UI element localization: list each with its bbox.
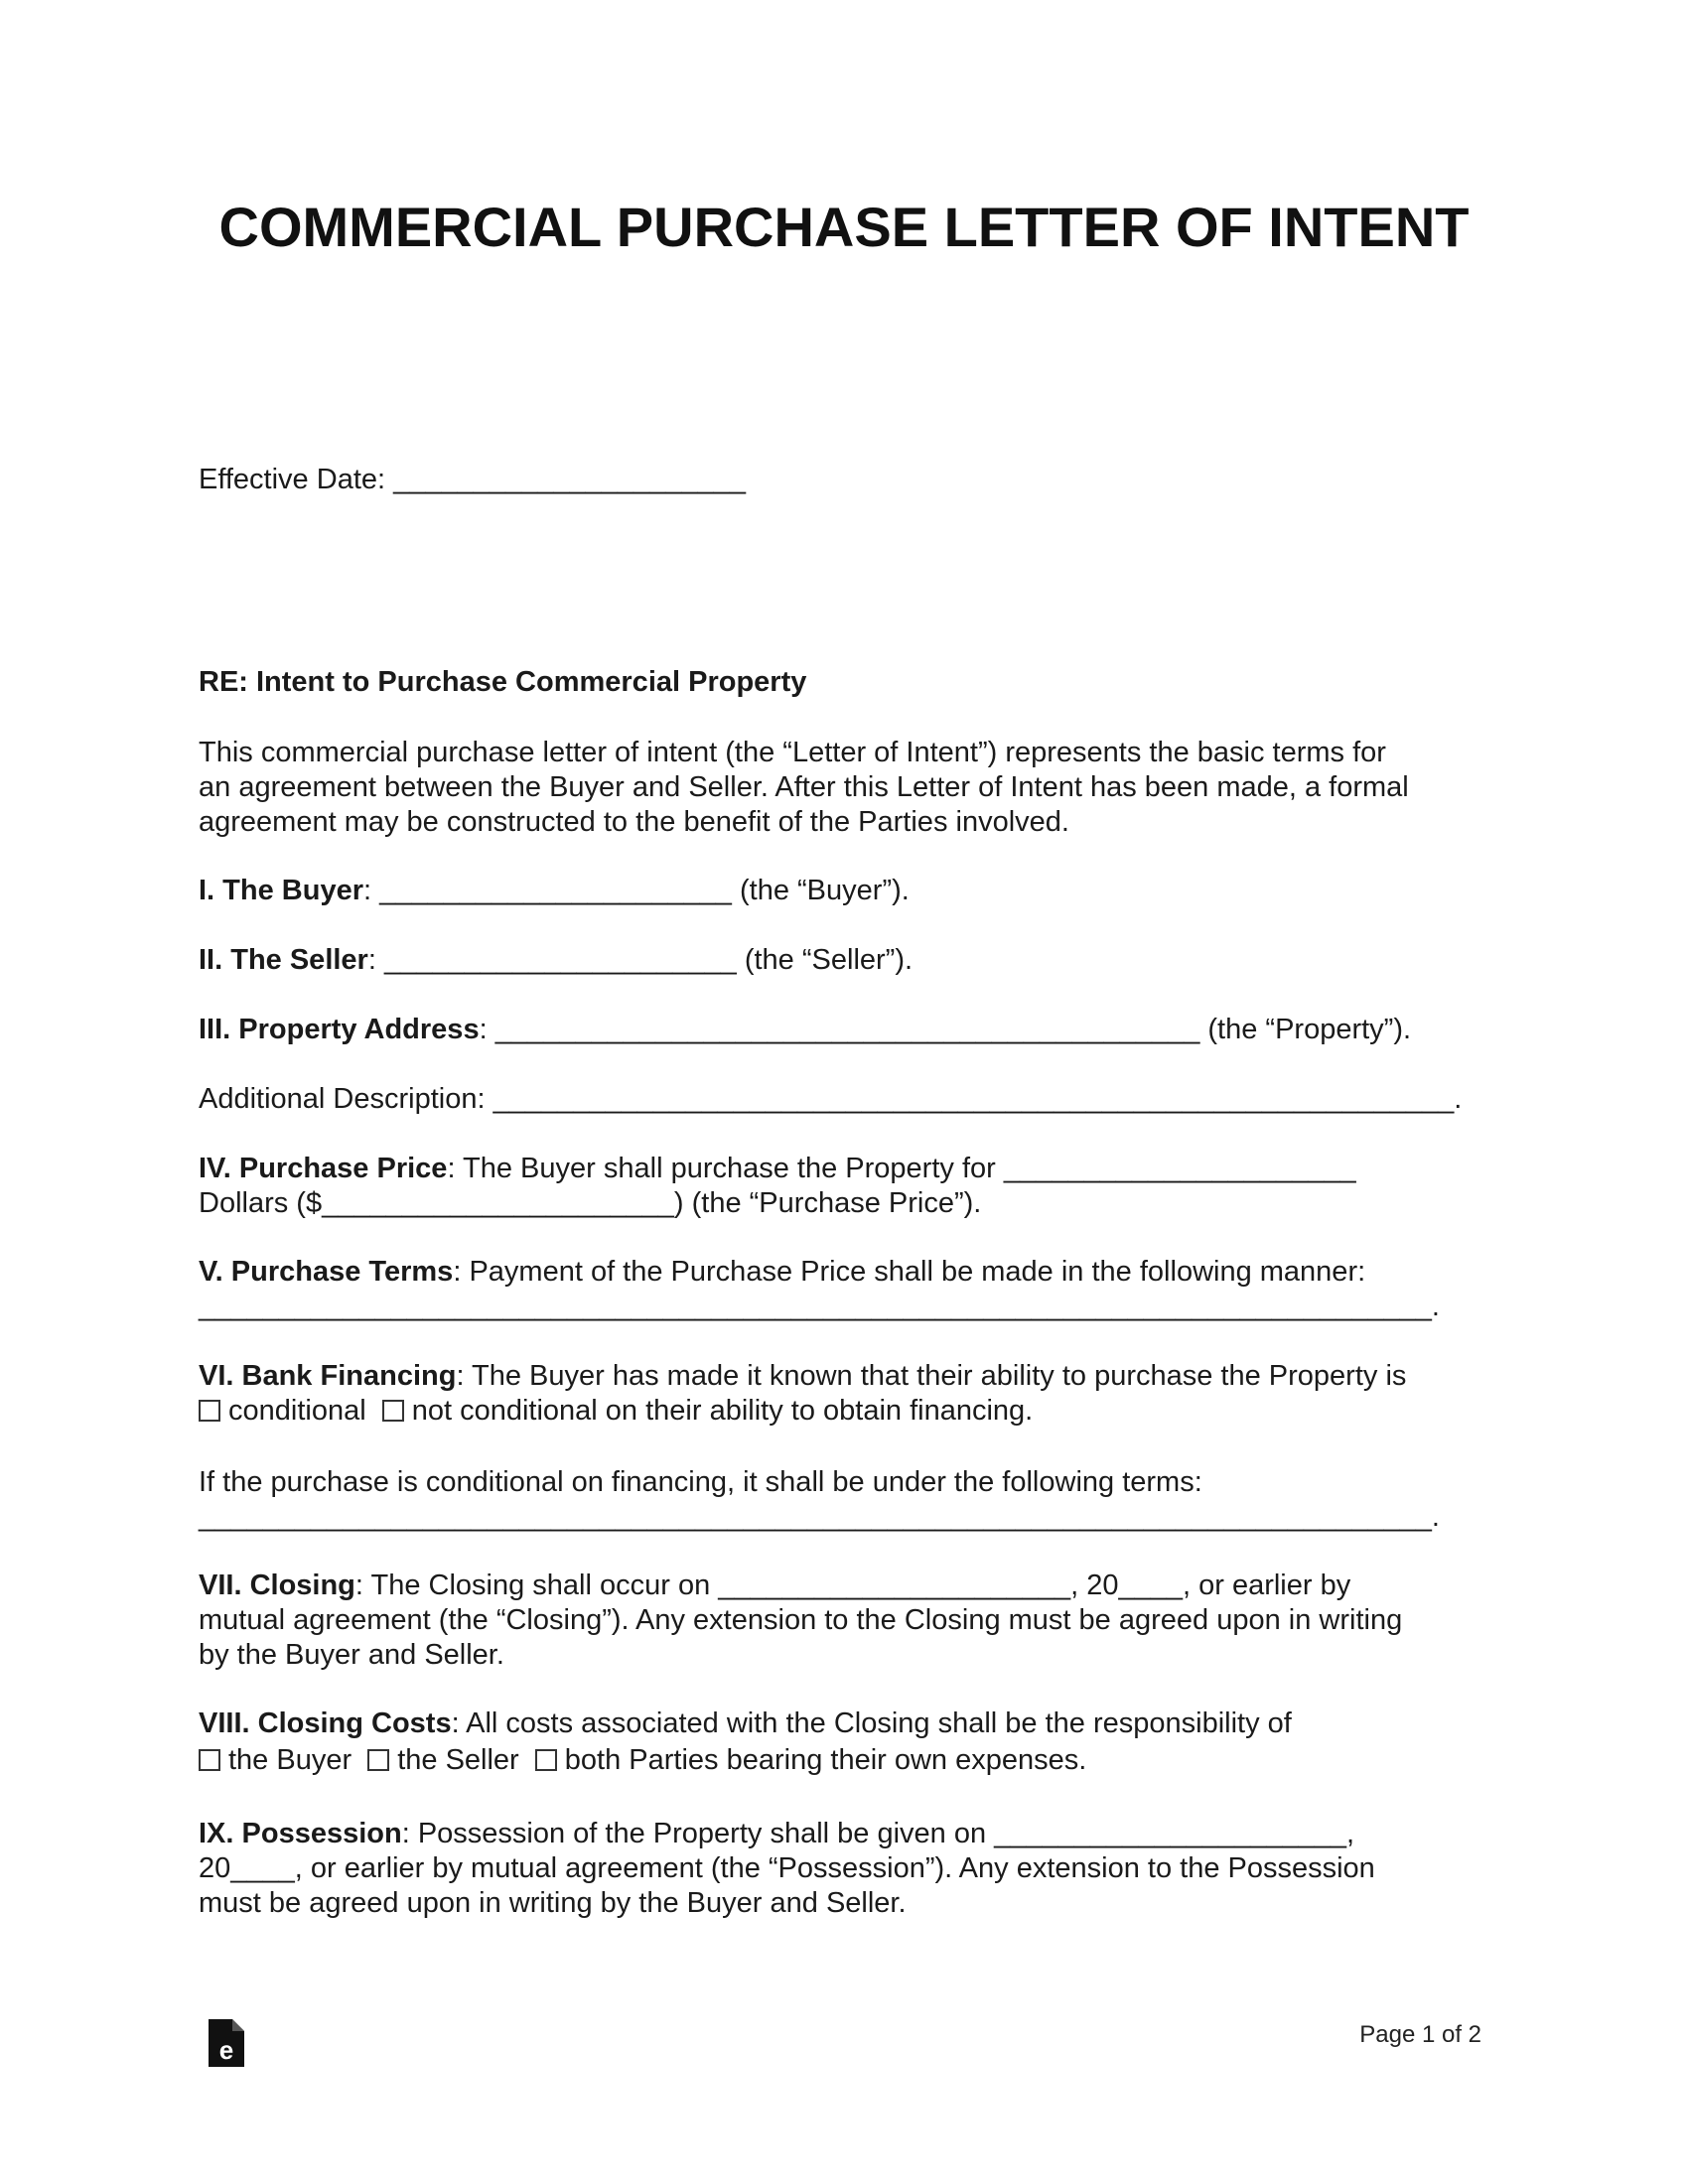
buyer-text: : ______________________ (the “Buyer”). — [363, 875, 910, 906]
possession-heading: IX. Possession — [199, 1818, 402, 1849]
buyer-pays-label: the Buyer — [228, 1744, 352, 1776]
both-parties-label: both Parties bearing their own expenses. — [564, 1744, 1087, 1776]
seller-text: : ______________________ (the “Seller”). — [367, 944, 914, 976]
intro-line-1: This commercial purchase letter of intent (the “Letter of Intent”) represents the basic terms for — [199, 737, 1386, 768]
financing-conditions-line: If the purchase is conditional on financing, it shall be under the following terms: — [199, 1466, 1202, 1498]
buyer-heading: I. The Buyer — [199, 875, 363, 906]
closing-line-3: by the Buyer and Seller. — [199, 1639, 504, 1671]
seller-pays-checkbox[interactable] — [367, 1749, 389, 1771]
conditional-checkbox[interactable] — [199, 1400, 220, 1422]
financing-conditions-blank: _____________________________________________________________________________. — [199, 1501, 1440, 1533]
closing-heading: VII. Closing — [199, 1570, 355, 1601]
additional-description-line: Additional Description: ____________________________________________________________. — [199, 1083, 1463, 1115]
svg-text:e: e — [218, 2035, 234, 2065]
closing-costs-options — [199, 1743, 1086, 1778]
property-text: : ____________________________________________ (the “Property”). — [479, 1014, 1412, 1045]
bank-financing-text: : The Buyer has made it known that their ability to purchase the Property is — [456, 1360, 1407, 1392]
possession-text: : Possession of the Property shall be given on ______________________, — [401, 1818, 1355, 1849]
intro-line-2: an agreement between the Buyer and Seller. After this Letter of Intent has been made, a formal — [199, 771, 1409, 803]
not-conditional-label: not conditional on their ability to obtain financing. — [411, 1395, 1034, 1427]
closing-costs-line-1 — [199, 1706, 1292, 1741]
buyer-line — [199, 874, 910, 908]
purchase-price-heading: IV. Purchase Price — [199, 1153, 448, 1184]
possession-line-2: 20____, or earlier by mutual agreement (the “Possession”). Any extension to the Possession — [199, 1852, 1375, 1884]
purchase-terms-blank: _____________________________________________________________________________. — [199, 1291, 1440, 1322]
intro-line-3: agreement may be constructed to the benefit of the Parties involved. — [199, 806, 1069, 838]
closing-costs-heading: VIII. Closing Costs — [199, 1707, 452, 1739]
closing-costs-text: : All costs associated with the Closing shall be the responsibility of — [451, 1707, 1292, 1739]
purchase-terms-heading: V. Purchase Terms — [199, 1256, 454, 1288]
bank-financing-heading: VI. Bank Financing — [199, 1360, 457, 1392]
seller-heading: II. The Seller — [199, 944, 368, 976]
seller-line — [199, 943, 913, 978]
page-number: Page 1 of 2 — [1359, 2021, 1481, 2048]
re-line: RE: Intent to Purchase Commercial Property — [199, 666, 807, 698]
buyer-pays-checkbox[interactable] — [199, 1749, 220, 1771]
purchase-terms-line-1 — [199, 1255, 1365, 1290]
effective-date-line: Effective Date: ______________________ — [199, 464, 746, 495]
seller-pays-label: the Seller — [397, 1744, 519, 1776]
possession-line-1 — [199, 1817, 1354, 1851]
property-line — [199, 1013, 1411, 1047]
bank-financing-line-1 — [199, 1359, 1406, 1394]
closing-text: : The Closing shall occur on ______________________, 20____, or earlier by — [354, 1570, 1351, 1601]
purchase-terms-text: : Payment of the Purchase Price shall be made in the following manner: — [453, 1256, 1366, 1288]
purchase-price-line-2: Dollars ($______________________) (the “Purchase Price”). — [199, 1187, 982, 1219]
conditional-label: conditional — [228, 1395, 366, 1427]
closing-line-1 — [199, 1569, 1350, 1603]
property-heading: III. Property Address — [199, 1014, 480, 1045]
both-parties-checkbox[interactable] — [535, 1749, 557, 1771]
eforms-logo-icon — [207, 2017, 246, 2069]
closing-line-2: mutual agreement (the “Closing”). Any extension to the Closing must be agreed upon in writing — [199, 1604, 1403, 1636]
purchase-price-text: : The Buyer shall purchase the Property for ______________________ — [447, 1153, 1356, 1184]
purchase-price-line-1 — [199, 1152, 1356, 1186]
document-title: COMMERCIAL PURCHASE LETTER OF INTENT — [218, 196, 1470, 258]
bank-financing-options — [199, 1394, 1033, 1429]
not-conditional-checkbox[interactable] — [382, 1400, 404, 1422]
possession-line-3: must be agreed upon in writing by the Buyer and Seller. — [199, 1887, 907, 1919]
